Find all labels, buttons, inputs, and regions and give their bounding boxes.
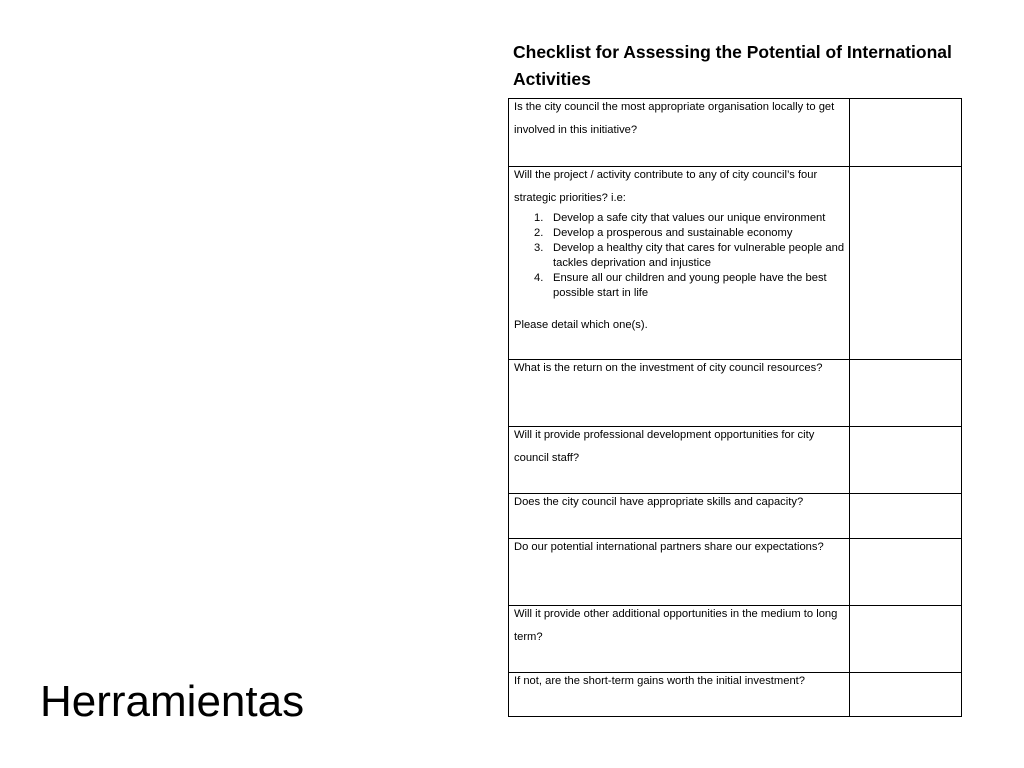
checklist-heading: Checklist for Assessing the Potential of International Activities xyxy=(513,42,952,89)
answer-cell[interactable] xyxy=(850,539,962,606)
table-row xyxy=(509,167,962,360)
question-cell xyxy=(509,167,850,360)
question-text: Is the city council the most appropriate organisation locally to get involved in this initiative? xyxy=(514,101,835,136)
question-cell xyxy=(509,494,850,539)
answer-cell[interactable] xyxy=(850,494,962,539)
table-row xyxy=(509,539,962,606)
list-item-text: Ensure all our children and young people have the best possible start in life xyxy=(553,272,827,299)
list-item xyxy=(514,241,845,271)
answer-cell[interactable] xyxy=(850,99,962,167)
question-text: Will it provide other additional opportunities in the medium to long term? xyxy=(514,608,838,643)
list-number: 1. xyxy=(534,212,544,224)
checklist-table xyxy=(508,98,962,717)
list-item-text: Develop a healthy city that cares for vulnerable people and tackles deprivation and injustice xyxy=(553,242,845,269)
list-item-text: Develop a prosperous and sustainable economy xyxy=(553,227,793,239)
question-text: Will the project / activity contribute to any of city council’s four strategic priorities? i.e: xyxy=(514,169,818,204)
question-text: Does the city council have appropriate skills and capacity? xyxy=(514,496,804,508)
answer-cell[interactable] xyxy=(850,167,962,360)
answer-cell[interactable] xyxy=(850,673,962,717)
question-cell xyxy=(509,539,850,606)
question-cell xyxy=(509,360,850,427)
list-number: 3. xyxy=(534,242,544,254)
table-row xyxy=(509,606,962,673)
question-text: Do our potential international partners share our expectations? xyxy=(514,541,824,553)
list-number: 2. xyxy=(534,227,544,239)
question-text: Will it provide professional development opportunities for city council staff? xyxy=(514,429,815,464)
answer-cell[interactable] xyxy=(850,427,962,494)
answer-cell[interactable] xyxy=(850,606,962,673)
list-item xyxy=(514,211,845,226)
table-row xyxy=(509,427,962,494)
list-item xyxy=(514,226,845,241)
list-item xyxy=(514,271,845,301)
list-number: 4. xyxy=(534,272,544,284)
table-row xyxy=(509,494,962,539)
table-row xyxy=(509,99,962,167)
question-text: What is the return on the investment of city council resources? xyxy=(514,362,823,374)
question-text: If not, are the short-term gains worth the initial investment? xyxy=(514,675,806,687)
question-cell xyxy=(509,99,850,167)
detail-instruction: Please detail which one(s). xyxy=(514,319,648,331)
question-cell xyxy=(509,427,850,494)
answer-cell[interactable] xyxy=(850,360,962,427)
question-cell xyxy=(509,673,850,717)
list-item-text: Develop a safe city that values our unique environment xyxy=(553,212,826,224)
slide-title: Herramientas xyxy=(40,677,305,726)
table-row xyxy=(509,673,962,717)
strategic-priorities-list xyxy=(514,211,845,301)
table-row xyxy=(509,360,962,427)
question-cell xyxy=(509,606,850,673)
